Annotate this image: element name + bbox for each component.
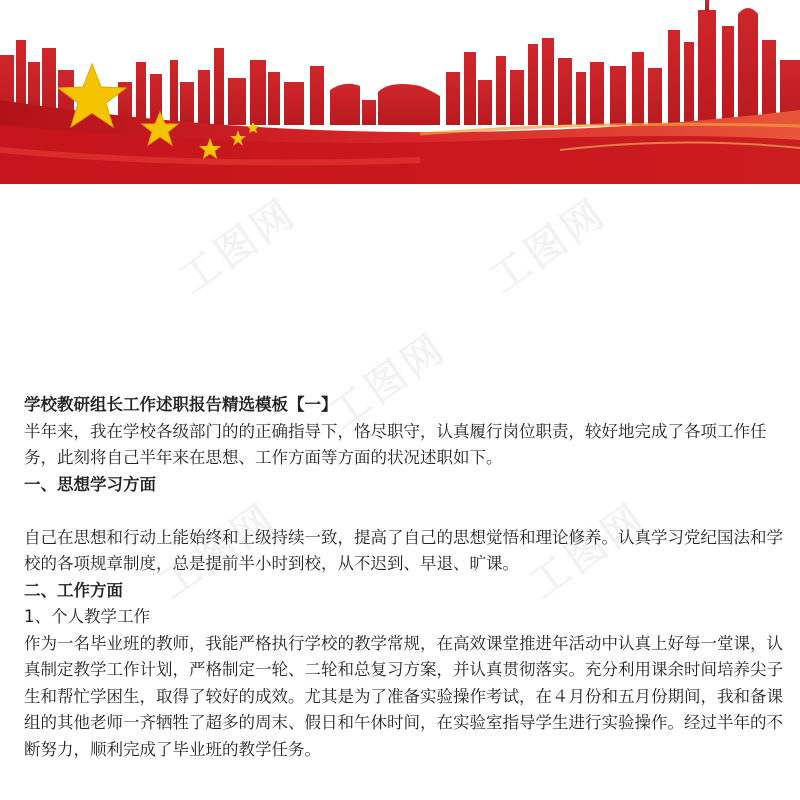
city-skyline-illustration	[0, 0, 800, 184]
watermark-text: 工图网	[170, 189, 306, 304]
spacer	[24, 498, 784, 525]
section-heading: 一、思想学习方面	[24, 474, 156, 494]
document-title: 学校教研组长工作述职报告精选模板【一】	[24, 395, 338, 414]
watermark-text: 工图网	[480, 189, 616, 304]
section-paragraph: 作为一名毕业班的教师，我能严格执行学校的教学常规，在高效课堂推进年活动中认真上好每一堂课，认真制定教学工作计划，严格制定一轮、二轮和总复习方案，并认真贯彻落实。充分利用课余时间培养尖子生和帮忙学困生，取得了较好的成效。尤其是为了准备实验操作考试，在４月份和五月份期间，我和备课组的其他老师一齐牺牲了超多的周末、假日和午休时间，在实验室指导学生进行实验操作。经过半年的不断努力，顺利完成了毕业班的教学任务。	[24, 633, 783, 759]
intro-paragraph: 半年来，我在学校各级部门的的正确指导下，恪尽职守，认真履行岗位职责，较好地完成了各项工作任务，此刻将自己半年来在思想、工作方面等方面的状况述职如下。	[24, 421, 767, 467]
section-heading: 二、工作方面	[24, 580, 123, 600]
subsection-heading: 1、个人教学工作	[24, 607, 150, 626]
watermark-text: 工图网	[320, 324, 456, 439]
section-paragraph: 自己在思想和行动上能始终和上级持续一致，提高了自己的思想觉悟和理论修养。认真学习党纪国法和学校的各项规章制度，总是提前半小时到校，从不迟到、早退、旷课。	[24, 527, 783, 573]
document-body	[24, 392, 784, 763]
watermark-text: 工图网	[150, 494, 286, 609]
header-banner	[0, 0, 800, 184]
watermark-text: 工图网	[520, 494, 656, 609]
